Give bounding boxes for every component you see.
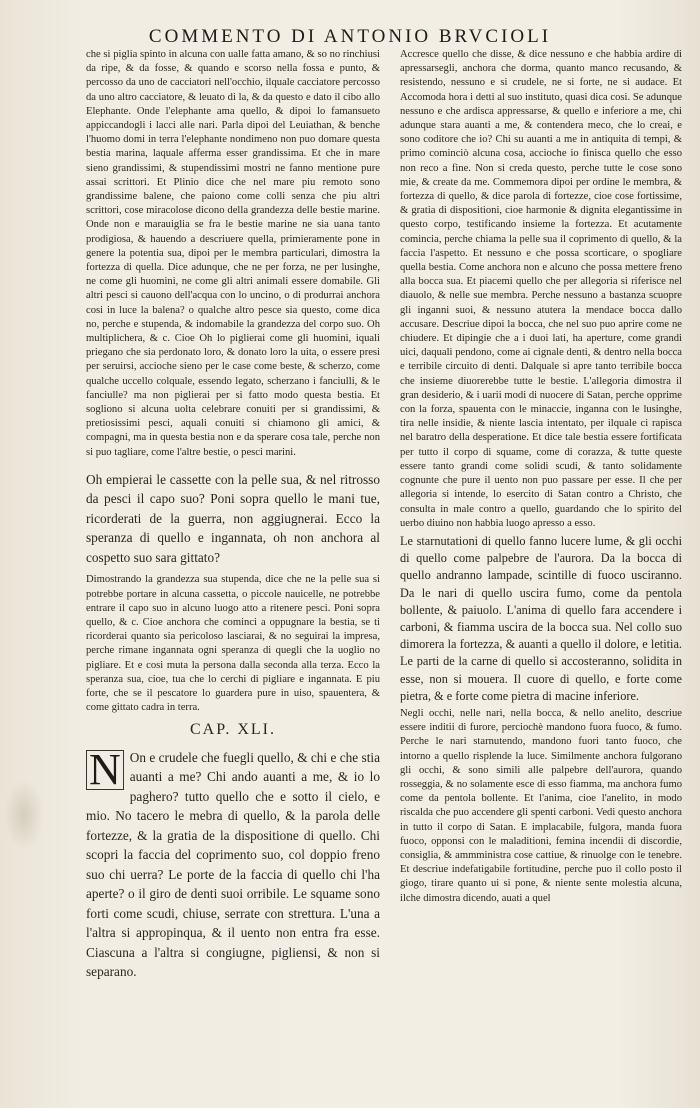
chapter-heading: CAP. XLI. — [189, 721, 276, 739]
page-stain — [4, 780, 44, 850]
left-column — [86, 48, 380, 988]
right-column — [400, 48, 682, 906]
commentary-paragraph: Negli occhi, nelle nari, nella bocca, & nello anelito, descriue essere inditii di furore, perciochè mandono fuora fuoco, & fumo. Perche le nari starnutendo, mandono fuori tanto fuoco, che intorno a quello risplende la luce. Similmente anchora fulgorano gli occhi, & sono simili alle palpebre dell'aurora, quando rosseggia, & no solamente esce di esso fiamma, ma anchora fumo come da pentola bollente. Et l'anima, cioe l'anelito, in modo riscalda che puo accendere gli spenti carboni. Vedi questo anchora in tutto il corpo di Satan. E implacabile, fulgora, manda fuora fuoco, opponsi con le maladitioni, femina incendii di discordie, consiglia, & ammministra cose cattiue, & rinuolge con le tenebre. Et descriue indefatigabile fortitudine, perche puo il collo posto il giogo, tirare quanto ui si pone, & niente sente molestia alcuna, ilche dimostra dicendo, auati a quel — [400, 707, 682, 904]
verse-text: On e crudele che fuegli quello, & chi e che stia auanti a me? Chi ando auanti a me, & io lo paghero? tutto quello che e sotto il cielo, e mio. No tacero le mebra di quello, & la parola delle fortezze, & la gratia de la dispositione di quello. Chi scopri la faccia del coprimento suo, col doppio freno suo chi uerra? Le porte de la faccia di quello chi l'ha aperte? o il giro de denti suoi orribile. Le squame sono forti come scudi, chiuse, serrate con strettura. L'una a l'altra si appropinqua, & il uento non entra fra esse. Ciascuna a l'altra si congiugne, pigliensi, & non si separano. — [86, 749, 380, 980]
commentary-paragraph: Dimostrando la grandezza sua stupenda, dice che ne la pelle sua si potrebbe portare in alcuna cassetta, o piccole nauicelle, ne potrebbe entrare il capo suo in alcuno luogo atto a ritenere pesci. Poni sopra quello, & c. Cioe anchora che cominci a oppugnare la bestia, se ti ricorderai quanto sia pericoloso lasciarai, & no seguirai la impresa, perche rimane ingannata ogni speranza di quegli che la uoglio no pigliare. Et e cosi muta la persona dalla seconda alla terza. Ecco la speranza sua, cioe, tua che lo cerchi di pigliare e ingannata. E piu forte, che se il pescatore lo guardera pure in uiso, spauentera, & come gittato cadra in terra. — [86, 574, 380, 714]
commentary-paragraph: Accresce quello che disse, & dice nessuno e che habbia ardire di apressarsegli, anchora che dorma, quanto manco recusando, & resistendo, nessuno e si crudele, ne si forte, ne si audace. Et Accomoda hora i detti al suo instituto, quasi dica cosi. Se adunque nessuno e che ardisca appressarse, & quello e inferiore a me, chi adunque stara auanti a me, & contendera meco, che lo creai, e sono coditore che io? Chi su auanti a me in antiquita di tempi, & primo cominciò alcuna cosa, accioche io finisca quello che esso non reco a fine. Non si creda questo, perche tutte le cose sono mie, & create da me. Commemora dipoi per ordine le membra, & fortezza di quello, & dice parola di fortezze, cioe cose fortissime, & gratia di dispositioni, cioe harmonie & dignita elegantissime in questo corpo, testificando insieme la fortezza. Et acutamente comincia, perche chiama la pelle sua il coprimento di quello, & la faccia l'aspetto. Et nessuno e che possa scorticare, o spogliare quella bestia. Come anchora non e alcuno che possa mettere freno alla bocca sua. Et piacemi quello che per allegoria si riferisce nel diauolo, & nelle sue membra. Perche nessuno a bastanza scuopre gli inganni suoi, & nessuno atutera la mendace bocca dallo accusare. Descriue dipoi la bocca, che nel suo puo aprire come ne chiudere. Et dipingie che a i duoi lati, ha aperture, come grandi uici, daquali pendono, come ai cignale denti, & dentro nella bocca e terribile circuito di denti. Dalquale si apre tanto terribile bocca che insieme diuorerebbe tutte le bestie. L'allegoria dimostra il gran desiderio, & i uarii modi di nuocere di Satan, perche opprime con la forza, spauenta con le minaccie, inganna con le lusinghe, tira nelle insidie, & niente lascia intentato, per ilquale ci rapisca nel baratro della desperatione. Et dice tale bestia essere fortificata per tutto il corpo di squame, come di corazza, & tutte queste essere tanto grandi come solidi scudi, & tanto solidamente cognunte che pure il uento non puo passare per esse. Il che per allegoria si intende, lo esercito di Satan contro a Christo, che consulta in male contro a quello, guardando che lo spirito del uerbo diuino non habbia luogo apresso a esso. — [400, 49, 682, 529]
drop-capital: N — [86, 750, 124, 790]
commentary-paragraph: che si piglia spinto in alcuna con ualle fatta amano, & so no rinchiusi da ripe, & da fosse, & quando e scorso nella fossa e punto, & percosso da uno de cacciatori nell'occhio, ilquale cacciatore percosso da uno altro cacciatore, & leuato di la, & da questo e dato il cibo allo Elephante. Onde l'elephante ama quello, & dipoi lo famansueto appiccandogli i lacci alle nari. Parla dipoi del Leuiathan, & benche l'huomo domi in terra l'elephante nondimeno non puo domare questa bestia marina, laquale afferma esser grandissima. Et che in mare sieno grandissimi, & stupendissimi mostri ne fanno mentione pure assai scrittori. Et Plinio dice che nel mare piu remoto sono grandissime balene, che paiono come colli senza che piu altri scrittori, cose miracolose dicono della grandezza delle bestie marine. Onde non e marauiglia se fra le bestie marine ne sia uana tanto prodigiosa, & hauendo a descriuere quella, primieramente pone in genere la potentia sua, dipoi per le membra particulari, dimostra la fortezza di quella. Dice adunque, che ne per forza, ne per lusinghe, ne come gli huomini, ne come gli altri animali essere domabile. Gli altri pesci si cauono dell'acqua con lo uncino, o di produrrai anchora cosi in luce la balena? o qualche altro pesce sia questo, come dica no, perche e stupenda, & indomabile la grandezza del corpo suo. Oh multiplichera, & c. Cioe Oh lo piglierai come gli huomini, iquali priegano che sia perdonato loro, & donato loro la uita, o essere presi per seruirsi, accioche sieno per le case come beste, & scherzo, come qualche uccello colquale, essendo legato, scherzano i fanciulli, & le fanciulle? ma non piglierai per si fatto modo questa bestia. Et sogliono si alcuna uolta celebrare conuiti per si grandissimi, & pretiosissimi pesci, aquali conuiti si chiamono gli amici, & compagni, ma in questa bestia non e da sperare cosa tale, perche non si puo tagliare, come l'altre bestie, o pesci marini. — [86, 49, 380, 458]
scripture-verse: Oh empierai le cassette con la pelle sua, & nel ritrosso da pesci il capo suo? Poni sopra quello le mani tue, ricorderati de la guerra, non aggiugnerai. Ecco la speranza di quello e ingannata, oh non anchora al cospetto suo sara gittato? — [86, 471, 380, 565]
scripture-verse: Le starnutationi di quello fanno lucere lume, & gli occhi di quello come palpebre de l'aurora. Da la bocca di quello andranno lampade, scintille di fuoco usciranno. Da le nari di quello uscira fumo, come da pentola bollente, & paiuolo. L'anima di quello fara accendere i carboni, & fiamma uscira de la bocca sua. Nel collo suo dimorera la fortezza, & auanti a quello il dolore, e letitia. Le parti de la carne di quello si accosteranno, solidita in esse, non si mouera. Il cuore di quello, e forte come pietra, & e forte come pietra di macine inferiore. — [400, 533, 682, 703]
scripture-verse — [86, 744, 380, 982]
running-head: COMMENTO DI ANTONIO BRVCIOLI — [148, 26, 552, 47]
